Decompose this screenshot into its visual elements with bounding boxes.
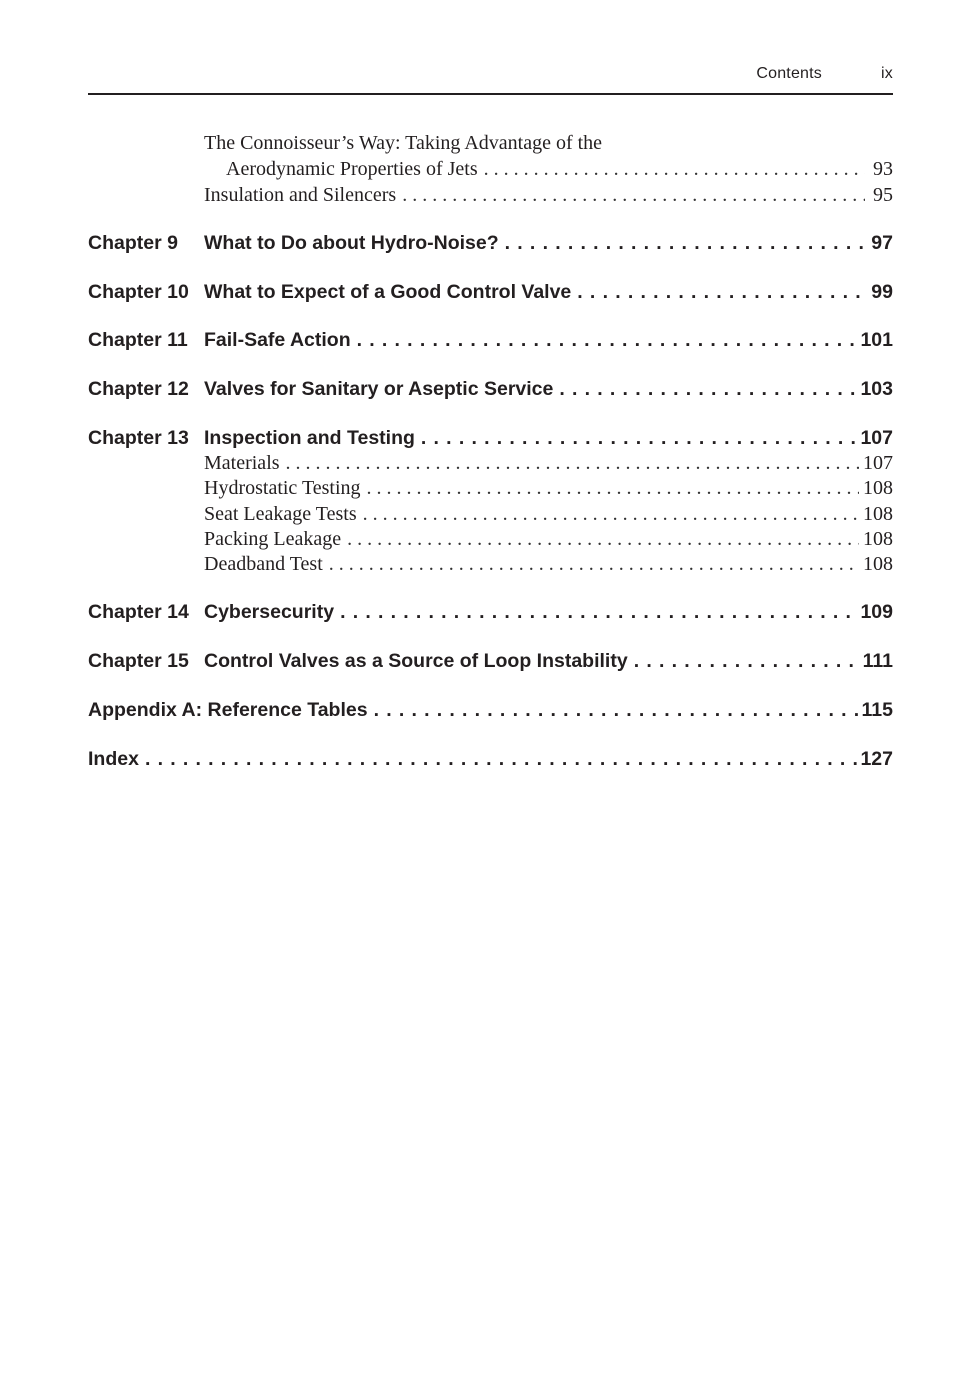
toc-section-entry[interactable] [204, 528, 893, 552]
toc-appendix-entry[interactable] [88, 699, 893, 725]
toc-chapter-title: What to Do about Hydro-Noise? [204, 232, 499, 254]
toc-chapter-number: Chapter 14 [88, 601, 189, 623]
toc-section-title: Deadband Test [204, 553, 323, 575]
toc-chapter-entry[interactable] [88, 427, 893, 453]
toc-page-number: 101 [860, 329, 893, 351]
toc-section-title: Materials [204, 452, 280, 474]
toc-chapter-number: Chapter 13 [88, 427, 189, 449]
dot-leader [329, 553, 859, 576]
dot-leader [347, 528, 859, 551]
toc-chapter-title: Cybersecurity [204, 601, 335, 623]
toc-section-entry[interactable] [204, 553, 893, 577]
running-head [88, 62, 893, 95]
toc-chapter-title: Control Valves as a Source of Loop Instability [204, 650, 628, 672]
toc-chapter-title: Inspection and Testing [204, 427, 415, 449]
toc-section-title-line1: The Connoisseur’s Way: Taking Advantage of the [204, 132, 603, 154]
toc-index-entry[interactable] [88, 748, 893, 774]
toc-page-number: 111 [862, 650, 893, 672]
toc-section-entry[interactable] [204, 184, 893, 208]
toc-page-number: 109 [860, 601, 893, 623]
toc-chapter-title: What to Expect of a Good Control Valve [204, 281, 572, 303]
toc-section-entry[interactable] [204, 452, 893, 476]
toc-page-number: 93 [873, 158, 893, 180]
toc-chapter-number: Chapter 10 [88, 281, 189, 303]
toc-appendix-title: Appendix A: Reference Tables [88, 699, 368, 721]
dot-leader [559, 378, 858, 401]
running-head-title: Contents [756, 65, 822, 82]
toc-page-number: 103 [860, 378, 893, 400]
dot-leader [145, 748, 859, 771]
toc-section-title: Seat Leakage Tests [204, 503, 357, 525]
toc-section-entry[interactable] [204, 503, 893, 527]
toc-chapter-entry[interactable] [88, 378, 893, 404]
toc-section-title: Insulation and Silencers [204, 184, 397, 206]
dot-leader [340, 601, 858, 624]
toc-section-title-line2: Aerodynamic Properties of Jets [226, 158, 478, 180]
dot-leader [367, 477, 859, 500]
toc-page-number: 127 [860, 748, 893, 770]
toc-page-number: 108 [863, 528, 893, 550]
dot-leader [421, 427, 859, 450]
toc-page-number: 107 [863, 452, 893, 474]
toc-index-title: Index [88, 748, 139, 770]
toc-page-number: 108 [863, 477, 893, 499]
toc-page-number: 115 [861, 699, 893, 721]
toc-chapter-number: Chapter 11 [88, 329, 188, 351]
toc-page-number: 99 [871, 281, 893, 303]
toc-chapter-entry[interactable] [88, 650, 893, 676]
dot-leader [577, 281, 869, 304]
toc-section-title: Packing Leakage [204, 528, 342, 550]
running-head-page-number: ix [881, 65, 893, 82]
toc-page-number: 97 [871, 232, 893, 254]
dot-leader [402, 184, 865, 207]
dot-leader [634, 650, 861, 673]
dot-leader [286, 452, 859, 475]
toc-chapter-entry[interactable] [88, 232, 893, 258]
toc-section-title: Hydrostatic Testing [204, 477, 361, 499]
toc-chapter-title: Fail-Safe Action [204, 329, 351, 351]
toc-chapter-entry[interactable] [88, 329, 893, 355]
toc-chapter-number: Chapter 15 [88, 650, 189, 672]
toc-page-number: 95 [873, 184, 893, 206]
dot-leader [484, 158, 865, 181]
toc-page-number: 108 [863, 503, 893, 525]
toc-section-entry[interactable] [204, 477, 893, 501]
toc-chapter-entry[interactable] [88, 281, 893, 307]
toc-chapter-number: Chapter 9 [88, 232, 178, 254]
toc-chapter-title: Valves for Sanitary or Aseptic Service [204, 378, 554, 400]
dot-leader [357, 329, 859, 352]
toc-section-entry[interactable] [226, 158, 893, 182]
toc-page-number: 108 [863, 553, 893, 575]
dot-leader [374, 699, 860, 722]
toc-chapter-number: Chapter 12 [88, 378, 189, 400]
dot-leader [505, 232, 870, 255]
toc-chapter-entry[interactable] [88, 601, 893, 627]
dot-leader [363, 503, 859, 526]
toc-page-number: 107 [860, 427, 893, 449]
